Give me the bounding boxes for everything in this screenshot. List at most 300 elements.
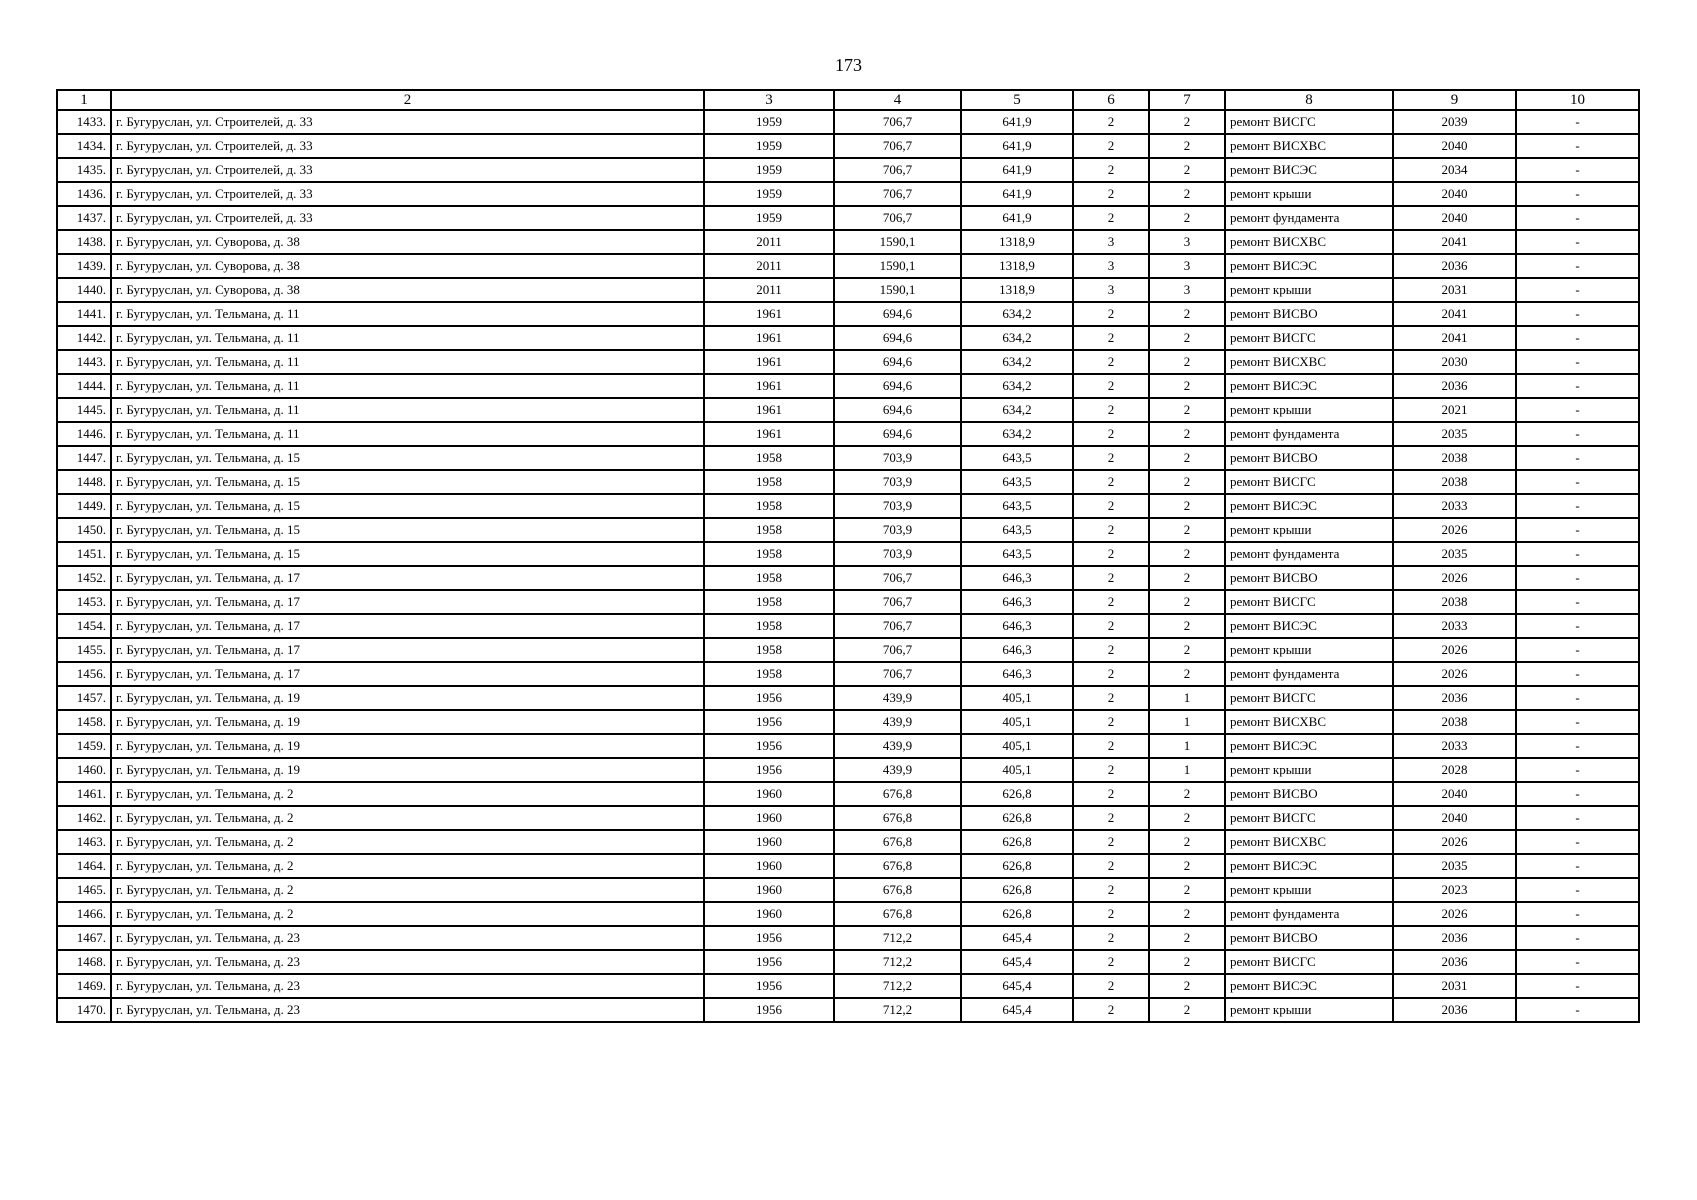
address-cell: г. Бугуруслан, ул. Тельмана, д. 2 <box>111 854 704 878</box>
total-area-cell: 694,6 <box>834 374 961 398</box>
table-row <box>57 350 1639 374</box>
row-number-cell: 1464. <box>57 854 111 878</box>
floors-cell: 2 <box>1073 110 1149 134</box>
living-area-cell: 646,3 <box>961 566 1073 590</box>
column-header: 10 <box>1516 90 1639 110</box>
entrances-cell: 2 <box>1149 782 1225 806</box>
year-built-cell: 1961 <box>704 398 834 422</box>
row-number-cell: 1449. <box>57 494 111 518</box>
planned-year-cell: 2031 <box>1393 974 1516 998</box>
work-type-cell: ремонт крыши <box>1225 878 1393 902</box>
note-cell: - <box>1516 422 1639 446</box>
column-header: 3 <box>704 90 834 110</box>
total-area-cell: 703,9 <box>834 446 961 470</box>
living-area-cell: 645,4 <box>961 950 1073 974</box>
work-type-cell: ремонт ВИСГС <box>1225 806 1393 830</box>
living-area-cell: 641,9 <box>961 158 1073 182</box>
row-number-cell: 1469. <box>57 974 111 998</box>
total-area-cell: 706,7 <box>834 182 961 206</box>
year-built-cell: 1956 <box>704 950 834 974</box>
year-built-cell: 1960 <box>704 830 834 854</box>
year-built-cell: 1960 <box>704 902 834 926</box>
year-built-cell: 1959 <box>704 110 834 134</box>
note-cell: - <box>1516 542 1639 566</box>
note-cell: - <box>1516 302 1639 326</box>
table-row <box>57 974 1639 998</box>
living-area-cell: 646,3 <box>961 662 1073 686</box>
row-number-cell: 1435. <box>57 158 111 182</box>
living-area-cell: 626,8 <box>961 878 1073 902</box>
row-number-cell: 1453. <box>57 590 111 614</box>
entrances-cell: 2 <box>1149 638 1225 662</box>
table-row <box>57 614 1639 638</box>
entrances-cell: 2 <box>1149 206 1225 230</box>
note-cell: - <box>1516 446 1639 470</box>
year-built-cell: 1956 <box>704 974 834 998</box>
address-cell: г. Бугуруслан, ул. Тельмана, д. 17 <box>111 638 704 662</box>
note-cell: - <box>1516 734 1639 758</box>
entrances-cell: 2 <box>1149 806 1225 830</box>
floors-cell: 2 <box>1073 302 1149 326</box>
total-area-cell: 439,9 <box>834 686 961 710</box>
year-built-cell: 1961 <box>704 302 834 326</box>
entrances-cell: 3 <box>1149 230 1225 254</box>
living-area-cell: 405,1 <box>961 686 1073 710</box>
planned-year-cell: 2040 <box>1393 182 1516 206</box>
table-row <box>57 422 1639 446</box>
row-number-cell: 1443. <box>57 350 111 374</box>
column-header: 4 <box>834 90 961 110</box>
total-area-cell: 439,9 <box>834 758 961 782</box>
note-cell: - <box>1516 902 1639 926</box>
floors-cell: 2 <box>1073 398 1149 422</box>
entrances-cell: 1 <box>1149 734 1225 758</box>
row-number-cell: 1456. <box>57 662 111 686</box>
year-built-cell: 1959 <box>704 182 834 206</box>
work-type-cell: ремонт крыши <box>1225 518 1393 542</box>
table-row <box>57 494 1639 518</box>
note-cell: - <box>1516 710 1639 734</box>
row-number-cell: 1467. <box>57 926 111 950</box>
work-type-cell: ремонт крыши <box>1225 638 1393 662</box>
note-cell: - <box>1516 110 1639 134</box>
entrances-cell: 2 <box>1149 830 1225 854</box>
year-built-cell: 1961 <box>704 326 834 350</box>
planned-year-cell: 2040 <box>1393 134 1516 158</box>
planned-year-cell: 2033 <box>1393 734 1516 758</box>
work-type-cell: ремонт фундамента <box>1225 902 1393 926</box>
row-number-cell: 1434. <box>57 134 111 158</box>
planned-year-cell: 2026 <box>1393 638 1516 662</box>
note-cell: - <box>1516 590 1639 614</box>
floors-cell: 2 <box>1073 902 1149 926</box>
row-number-cell: 1448. <box>57 470 111 494</box>
address-cell: г. Бугуруслан, ул. Тельмана, д. 11 <box>111 422 704 446</box>
living-area-cell: 643,5 <box>961 446 1073 470</box>
table-row <box>57 182 1639 206</box>
page-number: 173 <box>835 55 862 75</box>
total-area-cell: 703,9 <box>834 518 961 542</box>
table-row <box>57 566 1639 590</box>
year-built-cell: 1961 <box>704 374 834 398</box>
address-cell: г. Бугуруслан, ул. Строителей, д. 33 <box>111 110 704 134</box>
work-type-cell: ремонт ВИСЭС <box>1225 254 1393 278</box>
table-row <box>57 686 1639 710</box>
year-built-cell: 1956 <box>704 686 834 710</box>
total-area-cell: 703,9 <box>834 542 961 566</box>
entrances-cell: 2 <box>1149 998 1225 1022</box>
entrances-cell: 2 <box>1149 926 1225 950</box>
entrances-cell: 2 <box>1149 902 1225 926</box>
note-cell: - <box>1516 254 1639 278</box>
planned-year-cell: 2038 <box>1393 446 1516 470</box>
work-type-cell: ремонт ВИСВО <box>1225 926 1393 950</box>
note-cell: - <box>1516 878 1639 902</box>
address-cell: г. Бугуруслан, ул. Тельмана, д. 23 <box>111 950 704 974</box>
year-built-cell: 1958 <box>704 662 834 686</box>
work-type-cell: ремонт ВИСХВС <box>1225 350 1393 374</box>
planned-year-cell: 2041 <box>1393 230 1516 254</box>
entrances-cell: 2 <box>1149 302 1225 326</box>
address-cell: г. Бугуруслан, ул. Тельмана, д. 23 <box>111 926 704 950</box>
living-area-cell: 641,9 <box>961 206 1073 230</box>
year-built-cell: 1958 <box>704 614 834 638</box>
row-number-cell: 1438. <box>57 230 111 254</box>
living-area-cell: 643,5 <box>961 518 1073 542</box>
row-number-cell: 1433. <box>57 110 111 134</box>
planned-year-cell: 2036 <box>1393 926 1516 950</box>
planned-year-cell: 2028 <box>1393 758 1516 782</box>
table-row <box>57 470 1639 494</box>
address-cell: г. Бугуруслан, ул. Суворова, д. 38 <box>111 278 704 302</box>
table-row <box>57 926 1639 950</box>
total-area-cell: 706,7 <box>834 134 961 158</box>
column-header: 2 <box>111 90 704 110</box>
note-cell: - <box>1516 398 1639 422</box>
note-cell: - <box>1516 470 1639 494</box>
work-type-cell: ремонт ВИСГС <box>1225 470 1393 494</box>
planned-year-cell: 2026 <box>1393 518 1516 542</box>
entrances-cell: 2 <box>1149 470 1225 494</box>
row-number-cell: 1462. <box>57 806 111 830</box>
table-row <box>57 230 1639 254</box>
row-number-cell: 1461. <box>57 782 111 806</box>
living-area-cell: 643,5 <box>961 542 1073 566</box>
floors-cell: 2 <box>1073 686 1149 710</box>
work-type-cell: ремонт ВИСВО <box>1225 302 1393 326</box>
table-row <box>57 518 1639 542</box>
entrances-cell: 2 <box>1149 590 1225 614</box>
work-type-cell: ремонт ВИСГС <box>1225 326 1393 350</box>
work-type-cell: ремонт ВИСВО <box>1225 446 1393 470</box>
living-area-cell: 405,1 <box>961 710 1073 734</box>
living-area-cell: 405,1 <box>961 734 1073 758</box>
address-cell: г. Бугуруслан, ул. Тельмана, д. 23 <box>111 974 704 998</box>
row-number-cell: 1444. <box>57 374 111 398</box>
floors-cell: 2 <box>1073 590 1149 614</box>
total-area-cell: 439,9 <box>834 734 961 758</box>
work-type-cell: ремонт ВИСГС <box>1225 590 1393 614</box>
planned-year-cell: 2031 <box>1393 278 1516 302</box>
floors-cell: 2 <box>1073 830 1149 854</box>
row-number-cell: 1445. <box>57 398 111 422</box>
total-area-cell: 706,7 <box>834 206 961 230</box>
row-number-cell: 1450. <box>57 518 111 542</box>
year-built-cell: 1956 <box>704 758 834 782</box>
entrances-cell: 2 <box>1149 662 1225 686</box>
living-area-cell: 641,9 <box>961 134 1073 158</box>
living-area-cell: 1318,9 <box>961 254 1073 278</box>
address-cell: г. Бугуруслан, ул. Тельмана, д. 2 <box>111 806 704 830</box>
entrances-cell: 2 <box>1149 110 1225 134</box>
row-number-cell: 1451. <box>57 542 111 566</box>
work-type-cell: ремонт ВИСГС <box>1225 950 1393 974</box>
note-cell: - <box>1516 926 1639 950</box>
table-row <box>57 398 1639 422</box>
floors-cell: 2 <box>1073 326 1149 350</box>
address-cell: г. Бугуруслан, ул. Тельмана, д. 17 <box>111 566 704 590</box>
row-number-cell: 1468. <box>57 950 111 974</box>
planned-year-cell: 2035 <box>1393 542 1516 566</box>
year-built-cell: 2011 <box>704 230 834 254</box>
year-built-cell: 1958 <box>704 638 834 662</box>
note-cell: - <box>1516 758 1639 782</box>
entrances-cell: 1 <box>1149 758 1225 782</box>
total-area-cell: 439,9 <box>834 710 961 734</box>
work-type-cell: ремонт ВИСВО <box>1225 566 1393 590</box>
row-number-cell: 1458. <box>57 710 111 734</box>
floors-cell: 2 <box>1073 518 1149 542</box>
table-row <box>57 254 1639 278</box>
living-area-cell: 634,2 <box>961 302 1073 326</box>
floors-cell: 3 <box>1073 230 1149 254</box>
row-number-cell: 1446. <box>57 422 111 446</box>
total-area-cell: 676,8 <box>834 854 961 878</box>
planned-year-cell: 2039 <box>1393 110 1516 134</box>
entrances-cell: 2 <box>1149 446 1225 470</box>
note-cell: - <box>1516 830 1639 854</box>
planned-year-cell: 2026 <box>1393 902 1516 926</box>
address-cell: г. Бугуруслан, ул. Тельмана, д. 15 <box>111 494 704 518</box>
note-cell: - <box>1516 614 1639 638</box>
living-area-cell: 634,2 <box>961 326 1073 350</box>
entrances-cell: 2 <box>1149 542 1225 566</box>
floors-cell: 2 <box>1073 470 1149 494</box>
entrances-cell: 2 <box>1149 878 1225 902</box>
address-cell: г. Бугуруслан, ул. Тельмана, д. 15 <box>111 518 704 542</box>
row-number-cell: 1439. <box>57 254 111 278</box>
planned-year-cell: 2040 <box>1393 206 1516 230</box>
year-built-cell: 1959 <box>704 158 834 182</box>
floors-cell: 2 <box>1073 350 1149 374</box>
work-type-cell: ремонт ВИСЭС <box>1225 374 1393 398</box>
entrances-cell: 2 <box>1149 326 1225 350</box>
table-row <box>57 206 1639 230</box>
row-number-cell: 1440. <box>57 278 111 302</box>
floors-cell: 2 <box>1073 542 1149 566</box>
year-built-cell: 1958 <box>704 494 834 518</box>
work-type-cell: ремонт ВИСХВС <box>1225 134 1393 158</box>
planned-year-cell: 2036 <box>1393 686 1516 710</box>
row-number-cell: 1452. <box>57 566 111 590</box>
note-cell: - <box>1516 638 1639 662</box>
total-area-cell: 703,9 <box>834 494 961 518</box>
work-type-cell: ремонт ВИСВО <box>1225 782 1393 806</box>
address-cell: г. Бугуруслан, ул. Тельмана, д. 11 <box>111 302 704 326</box>
planned-year-cell: 2034 <box>1393 158 1516 182</box>
living-area-cell: 405,1 <box>961 758 1073 782</box>
address-cell: г. Бугуруслан, ул. Тельмана, д. 2 <box>111 830 704 854</box>
year-built-cell: 2011 <box>704 254 834 278</box>
column-header: 5 <box>961 90 1073 110</box>
work-type-cell: ремонт фундамента <box>1225 206 1393 230</box>
floors-cell: 2 <box>1073 806 1149 830</box>
address-cell: г. Бугуруслан, ул. Тельмана, д. 11 <box>111 350 704 374</box>
floors-cell: 2 <box>1073 422 1149 446</box>
total-area-cell: 712,2 <box>834 926 961 950</box>
planned-year-cell: 2038 <box>1393 710 1516 734</box>
year-built-cell: 1958 <box>704 590 834 614</box>
planned-year-cell: 2036 <box>1393 950 1516 974</box>
entrances-cell: 2 <box>1149 974 1225 998</box>
table-row <box>57 278 1639 302</box>
row-number-cell: 1455. <box>57 638 111 662</box>
work-type-cell: ремонт ВИСЭС <box>1225 614 1393 638</box>
total-area-cell: 676,8 <box>834 806 961 830</box>
living-area-cell: 626,8 <box>961 830 1073 854</box>
note-cell: - <box>1516 998 1639 1022</box>
address-cell: г. Бугуруслан, ул. Тельмана, д. 19 <box>111 710 704 734</box>
year-built-cell: 1958 <box>704 446 834 470</box>
total-area-cell: 706,7 <box>834 614 961 638</box>
total-area-cell: 676,8 <box>834 782 961 806</box>
note-cell: - <box>1516 278 1639 302</box>
address-cell: г. Бугуруслан, ул. Строителей, д. 33 <box>111 206 704 230</box>
table-row <box>57 854 1639 878</box>
table-row <box>57 638 1639 662</box>
floors-cell: 2 <box>1073 182 1149 206</box>
year-built-cell: 1960 <box>704 878 834 902</box>
entrances-cell: 2 <box>1149 398 1225 422</box>
work-type-cell: ремонт ВИСЭС <box>1225 734 1393 758</box>
planned-year-cell: 2023 <box>1393 878 1516 902</box>
address-cell: г. Бугуруслан, ул. Тельмана, д. 15 <box>111 470 704 494</box>
year-built-cell: 1960 <box>704 782 834 806</box>
planned-year-cell: 2036 <box>1393 374 1516 398</box>
note-cell: - <box>1516 350 1639 374</box>
living-area-cell: 634,2 <box>961 350 1073 374</box>
work-type-cell: ремонт крыши <box>1225 398 1393 422</box>
work-type-cell: ремонт ВИСХВС <box>1225 710 1393 734</box>
living-area-cell: 1318,9 <box>961 278 1073 302</box>
year-built-cell: 1961 <box>704 422 834 446</box>
work-type-cell: ремонт крыши <box>1225 182 1393 206</box>
work-type-cell: ремонт ВИСХВС <box>1225 830 1393 854</box>
planned-year-cell: 2026 <box>1393 566 1516 590</box>
address-cell: г. Бугуруслан, ул. Строителей, д. 33 <box>111 134 704 158</box>
work-type-cell: ремонт ВИСГС <box>1225 110 1393 134</box>
entrances-cell: 2 <box>1149 374 1225 398</box>
work-type-cell: ремонт фундамента <box>1225 542 1393 566</box>
address-cell: г. Бугуруслан, ул. Строителей, д. 33 <box>111 182 704 206</box>
note-cell: - <box>1516 806 1639 830</box>
planned-year-cell: 2026 <box>1393 830 1516 854</box>
planned-year-cell: 2038 <box>1393 470 1516 494</box>
floors-cell: 2 <box>1073 854 1149 878</box>
address-cell: г. Бугуруслан, ул. Тельмана, д. 15 <box>111 542 704 566</box>
note-cell: - <box>1516 854 1639 878</box>
column-header: 7 <box>1149 90 1225 110</box>
total-area-cell: 694,6 <box>834 398 961 422</box>
living-area-cell: 641,9 <box>961 110 1073 134</box>
row-number-cell: 1457. <box>57 686 111 710</box>
address-cell: г. Бугуруслан, ул. Тельмана, д. 11 <box>111 326 704 350</box>
address-cell: г. Бугуруслан, ул. Тельмана, д. 11 <box>111 398 704 422</box>
work-type-cell: ремонт крыши <box>1225 278 1393 302</box>
total-area-cell: 712,2 <box>834 998 961 1022</box>
entrances-cell: 2 <box>1149 494 1225 518</box>
floors-cell: 2 <box>1073 758 1149 782</box>
floors-cell: 2 <box>1073 710 1149 734</box>
entrances-cell: 2 <box>1149 854 1225 878</box>
column-header: 9 <box>1393 90 1516 110</box>
table-row <box>57 782 1639 806</box>
table-row <box>57 710 1639 734</box>
note-cell: - <box>1516 686 1639 710</box>
note-cell: - <box>1516 518 1639 542</box>
table-row <box>57 158 1639 182</box>
living-area-cell: 626,8 <box>961 806 1073 830</box>
note-cell: - <box>1516 566 1639 590</box>
living-area-cell: 645,4 <box>961 998 1073 1022</box>
floors-cell: 3 <box>1073 254 1149 278</box>
note-cell: - <box>1516 206 1639 230</box>
total-area-cell: 694,6 <box>834 350 961 374</box>
year-built-cell: 1960 <box>704 854 834 878</box>
living-area-cell: 645,4 <box>961 926 1073 950</box>
table-row <box>57 806 1639 830</box>
address-cell: г. Бугуруслан, ул. Тельмана, д. 17 <box>111 662 704 686</box>
year-built-cell: 1956 <box>704 926 834 950</box>
year-built-cell: 1956 <box>704 734 834 758</box>
floors-cell: 2 <box>1073 662 1149 686</box>
floors-cell: 2 <box>1073 782 1149 806</box>
living-area-cell: 643,5 <box>961 494 1073 518</box>
year-built-cell: 1959 <box>704 206 834 230</box>
floors-cell: 2 <box>1073 638 1149 662</box>
floors-cell: 2 <box>1073 950 1149 974</box>
total-area-cell: 676,8 <box>834 902 961 926</box>
floors-cell: 2 <box>1073 566 1149 590</box>
entrances-cell: 2 <box>1149 518 1225 542</box>
address-cell: г. Бугуруслан, ул. Тельмана, д. 2 <box>111 878 704 902</box>
table-row <box>57 758 1639 782</box>
total-area-cell: 706,7 <box>834 158 961 182</box>
entrances-cell: 3 <box>1149 278 1225 302</box>
planned-year-cell: 2035 <box>1393 854 1516 878</box>
work-type-cell: ремонт фундамента <box>1225 422 1393 446</box>
row-number-cell: 1459. <box>57 734 111 758</box>
row-number-cell: 1441. <box>57 302 111 326</box>
living-area-cell: 1318,9 <box>961 230 1073 254</box>
year-built-cell: 1958 <box>704 470 834 494</box>
floors-cell: 2 <box>1073 926 1149 950</box>
table-row <box>57 446 1639 470</box>
row-number-cell: 1454. <box>57 614 111 638</box>
address-cell: г. Бугуруслан, ул. Тельмана, д. 19 <box>111 686 704 710</box>
floors-cell: 2 <box>1073 134 1149 158</box>
row-number-cell: 1437. <box>57 206 111 230</box>
